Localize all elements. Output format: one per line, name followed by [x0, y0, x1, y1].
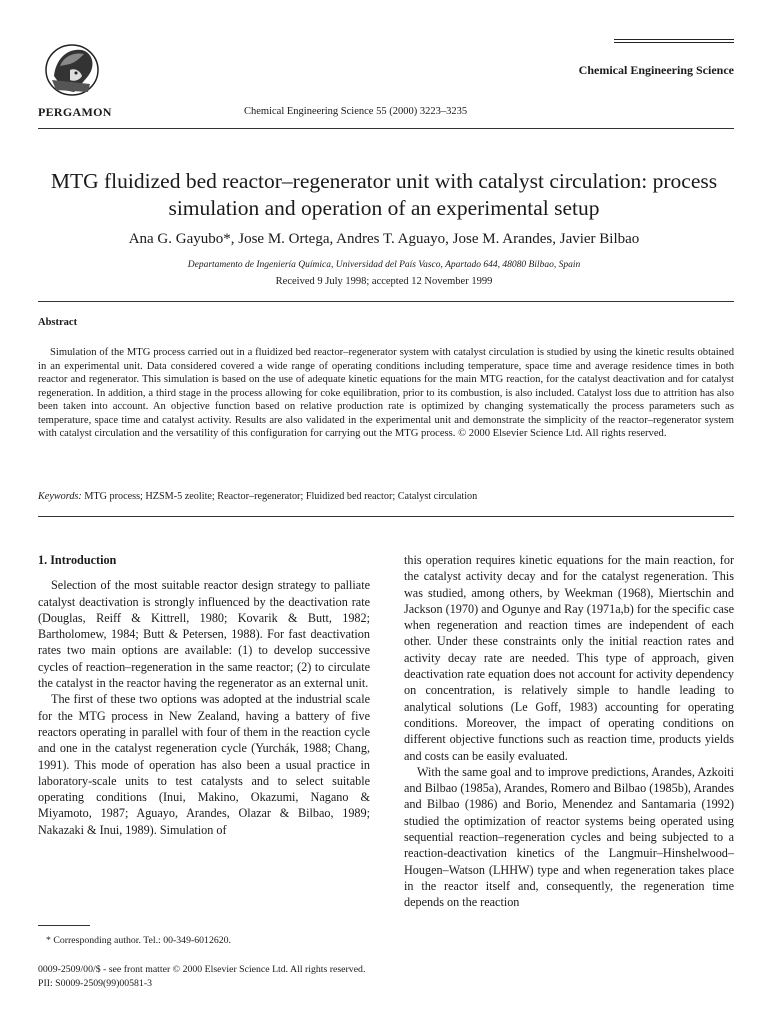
journal-name: Chemical Engineering Science [578, 63, 734, 77]
keywords-line [38, 491, 477, 502]
title-divider [38, 301, 734, 302]
abstract-text: Simulation of the MTG process carried out in a fluidized bed reactor–regenerator system with catalyst circulation is studied by using the kinetic results obtained in an experimental unit. Data considered covered a wide range of operating conditions including temperature, space time and average residence times in both reactor and regenerator. This simulation is based on the use of adequate kinetic equations for the main MTG reaction, for the catalyst deactivation and for catalyst regeneration. In addition, a third stage in the process allowing for coke equilibration, prior to its combustion, is also included. Catalyst loss due to attrition has also been taken into account. An objective function based on relative production rate is optimized by changing systematically the process parameters such as temperature, space time and catalyst activity. Results are also validated in the experimental unit and demonstrate the simplicity of the reactor–regenerator system with catalyst circulation and the versatility of this configuration for carrying out the MTG process. © 2000 Elsevier Science Ltd. All rights reserved. [38, 347, 734, 439]
received-dates: Received 9 July 1998; accepted 12 November 1999 [275, 276, 493, 287]
author-list: Ana G. Gayubo*, Jose M. Ortega, Andres T. Aguayo, Jose M. Arandes, Javier Bilbao [128, 231, 640, 247]
abstract-heading: Abstract [38, 317, 78, 328]
footnote-divider [38, 925, 90, 926]
pergamon-logo-icon [40, 40, 104, 102]
front-matter-pii: PII: S0009-2509(99)00581-3 [38, 977, 153, 989]
body-column-left [38, 552, 370, 838]
header-divider [38, 128, 734, 129]
keywords-divider [38, 516, 734, 517]
section-heading-introduction: 1. Introduction [38, 553, 117, 567]
journal-name-rules [614, 39, 734, 45]
keywords-text: MTG process; HZSM-5 zeolite; Reactor–regenerator; Fluidized bed reactor; Catalyst circulation [84, 491, 478, 502]
body-paragraph: With the same goal and to improve predictions, Arandes, Azkoiti and Bilbao (1985a), Arandes, Romero and Bilbao (1985b), Arandes and Bilbao (1986) and Borio, Menendez and Santamaria (1992) studied the optimization of reactor systems being operated using sequential reaction–regeneration cycles and being subjected to a reaction-deactivation kinetics of the Langmuir–Hinshelwood–Hougen–Watson (LHHW) type and when regeneration takes place in the reactor itself and, consequently, the regeneration time depends on the reaction [404, 764, 734, 910]
article-title: MTG fluidized bed reactor–regenerator unit with catalyst circulation: process simulation and operation of an experimental setup [50, 169, 718, 220]
journal-citation: Chemical Engineering Science 55 (2000) 3223–3235 [244, 106, 468, 117]
author-affiliation: Departamento de Ingeniería Química, Universidad del País Vasco, Apartado 644, 48080 Bilbao, Spain [187, 260, 581, 270]
keywords-label: Keywords: [38, 491, 82, 502]
corresponding-author-footnote: * Corresponding author. Tel.: 00-349-6012620. [46, 935, 231, 946]
front-matter-copyright: 0009-2509/00/$ - see front matter © 2000 Elsevier Science Ltd. All rights reserved. [38, 964, 366, 975]
body-column-right [404, 552, 734, 911]
body-paragraph: The first of these two options was adopted at the industrial scale for the MTG process in New Zealand, having a battery of five reactors operating in parallel with four of them in the reaction cycle and one in the catalyst regeneration cycle (Yurchák, 1988; Chang, 1991). This mode of operation has also been a usual practice in laboratory-scale units to test catalysts and to select suitable operating conditions (Inui, Makino, Okazumi, Nagano & Miyamoto, 1987; Aguayo, Arandes, Olazar & Bilbao, 1989; Nakazaki & Inui, 1989). Simulation of [38, 692, 370, 837]
body-paragraph: this operation requires kinetic equations for the main reaction, for the catalyst activity decay and for the catalyst regeneration. This was studied, among others, by Weekman (1968), Miertschin and Jackson (1970) and Ogunye and Ray (1971a,b) for the specific case when regeneration and reaction times are independent of each other. Under these constraints only the initial reaction rates and activity decay rate are needed. This type of approach, given deactivation rate equation does not account for activity dependency on concentration, is relatively simple to handle leading to analytical solutions (Le Goff, 1983) accounting for operating conditions. Moreover, the impact of operating conditions on different objective functions such as reaction time, products yields and costs can be easily evaluated. [404, 553, 734, 763]
body-paragraph: Selection of the most suitable reactor design strategy to palliate catalyst deactivation is strongly influenced by the deactivation rate (Douglas, Reiff & Kittrell, 1980; Kovarik & Butt, 1982; Bartholomew, 1984; Butt & Petersen, 1988). For fast deactivation rates two main options are available: (1) to develop successive cycles of reaction–regeneration in the same reactor; (2) to circulate the catalyst in the reactor having the regenerator as an external unit. [38, 578, 370, 691]
publisher-name: PERGAMON [38, 105, 112, 119]
front-matter [38, 963, 365, 990]
